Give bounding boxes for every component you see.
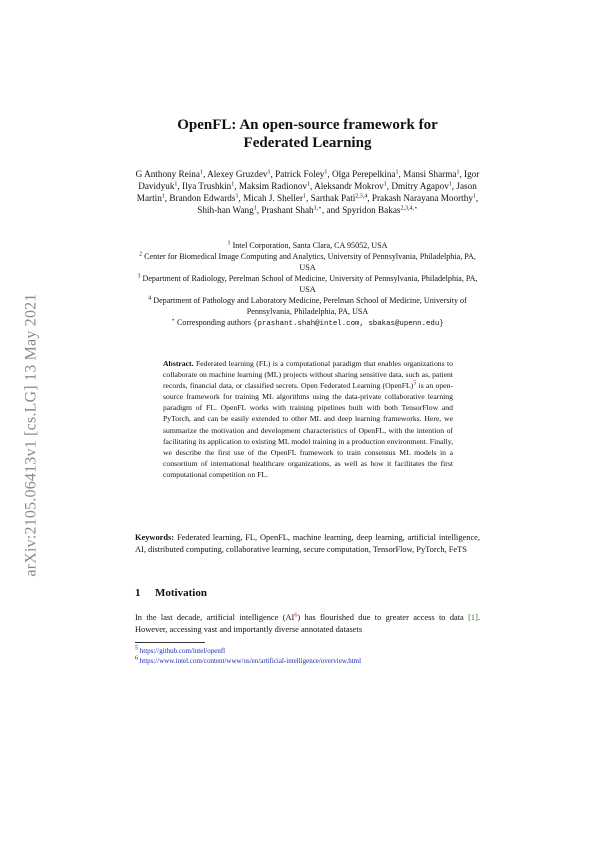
section-number: 1: [135, 587, 141, 599]
arxiv-identifier-text: arXiv:2105.06413v1 [cs.LG] 13 May 2021: [23, 293, 40, 577]
author: Micah J. Sheller$^1$: [243, 193, 307, 203]
affiliation-3: $^3$ Department of Radiology, Perelman School of Medicine, University of Pennsylvania, Philadelphia, PA, USA: [137, 273, 478, 294]
author: Jason Martin$^1$: [136, 181, 477, 203]
author: Aleksandr Mokrov$^1$: [314, 181, 387, 191]
footnotes: [135, 646, 480, 666]
footnote-rule: [135, 642, 205, 643]
author: Mansi Sharma$^1$: [403, 169, 460, 179]
author: Ilya Trushkin$^1$: [182, 181, 235, 191]
author: Igor Davidyuk$^1$: [138, 169, 480, 191]
footnote-6-url[interactable]: https://www.intel.com/content/www/us/en/artificial-intelligence/overview.html: [139, 657, 362, 665]
author-connector: and: [326, 205, 340, 215]
author: Spyridon Bakas$^{2,3,4,⋆}$: [342, 205, 418, 215]
footnote-5: $^5$ https://github.com/intel/openfl: [135, 645, 226, 655]
arxiv-identifier-sidebar: [20, 250, 44, 620]
author: G Anthony Reina$^1$: [135, 169, 203, 179]
footnote-link-5[interactable]: 5: [413, 380, 417, 387]
corresponding-emails[interactable]: {prashant.shah@intel.com, sbakas@upenn.edu}: [253, 320, 444, 328]
author: Alexey Gruzdev$^1$: [207, 169, 271, 179]
affiliation-2: $^2$ Center for Biomedical Image Computing and Analytics, University of Pennsylvania, Philadelphia, PA, USA: [139, 251, 476, 272]
author: Sarthak Pati$^{2,3,4}$: [310, 193, 368, 203]
author: Shih-han Wang$^1$: [197, 205, 257, 215]
citation-link[interactable]: [1]: [468, 613, 478, 622]
footnote-6: $^6$ https://www.intel.com/content/www/us/en/artificial-intelligence/overview.html: [135, 655, 362, 665]
paper-title-line-1: OpenFL: An open-source framework for: [177, 117, 438, 133]
section-title: Motivation: [155, 587, 207, 599]
keywords: Keywords: Federated learning, FL, OpenFL, machine learning, deep learning, artificial intelligence, AI, distributed computing, collaborative learning, secure computation, TensorFlow, PyTorch, FeTS: [135, 533, 480, 555]
abstract: Abstract. Federated learning (FL) is a computational paradigm that enables organizations to collaborate on machine learning (ML) projects without sharing sensitive data, such as, patient records, financial data, or classified secrets. Open Federated Learning (OpenFL)$^5$ is an open-source framework for training ML algorithms using the data-private collaborative learning paradigm of FL. OpenFL works with training pipelines built with both TensorFlow and PyTorch, and can be easily extended to other ML and deep learning frameworks. Here, we summarize the motivation and development characteristics of OpenFL, with the intention of facilitating its application to existing ML model training in a production environment. Finally, we describe the first use of the OpenFL framework to train consensus ML models in a consortium of international healthcare organizations, as well as how it facilitates the first computational competition on FL.: [163, 359, 454, 479]
affiliation-4: $^4$ Department of Pathology and Laboratory Medicine, Perelman School of Medicine, University of Pennsylvania, Philadelphia, PA, USA: [148, 295, 467, 316]
author: Olga Perepelkina$^1$: [331, 169, 399, 179]
abstract-label: Abstract.: [163, 359, 194, 368]
author: Patrick Foley$^1$: [275, 169, 328, 179]
author: Prakash Narayana Moorthy$^1$: [371, 193, 476, 203]
footnote-link-6[interactable]: 6: [294, 612, 298, 619]
affiliations: [135, 240, 480, 330]
keywords-label: Keywords:: [135, 533, 175, 542]
author: Maksim Radionov$^1$: [238, 181, 311, 191]
footnote-5-url[interactable]: https://github.com/intel/openfl: [139, 647, 226, 655]
paper-title-line-2: Federated Learning: [243, 135, 372, 151]
paper-title: [135, 116, 480, 152]
author: Brandon Edwards$^1$: [169, 193, 239, 203]
section-heading: [135, 587, 480, 599]
body-paragraph: In the last decade, artificial intelligence (AI$^6$) has flourished due to greater access to data [1]. However, accessing vast and importantly diverse annotated datasets: [135, 612, 480, 635]
corresponding-authors: ⋆ Corresponding authors {prashant.shah@intel.com, sbakas@upenn.edu}: [171, 317, 444, 328]
author-list: G Anthony Reina$^1$, Alexey Gruzdev$^1$, Patrick Foley$^1$, Olga Perepelkina$^1$, Mansi Sharma$^1$, Igor Davidyuk$^1$, Ilya Trushkin$^1$, Maksim Radionov$^1$, Aleksandr Mokrov$^1$, Dmitry Agapov$^1$, Jason Martin$^1$, Brandon Edwards$^1$, Micah J. Sheller$^1$, Sarthak Pati$^{2,3,4}$, Prakash Narayana Moorthy$^1$, Shih-han Wang$^1$, Prashant Shah$^{1,⋆}$, and Spyridon Bakas$^{2,3,4,⋆}$: [135, 169, 480, 215]
author: Dmitry Agapov$^1$: [391, 181, 452, 191]
affiliation-1: $^1$ Intel Corporation, Santa Clara, CA 95052, USA: [227, 240, 388, 250]
author: Prashant Shah$^{1,⋆}$: [261, 205, 322, 215]
